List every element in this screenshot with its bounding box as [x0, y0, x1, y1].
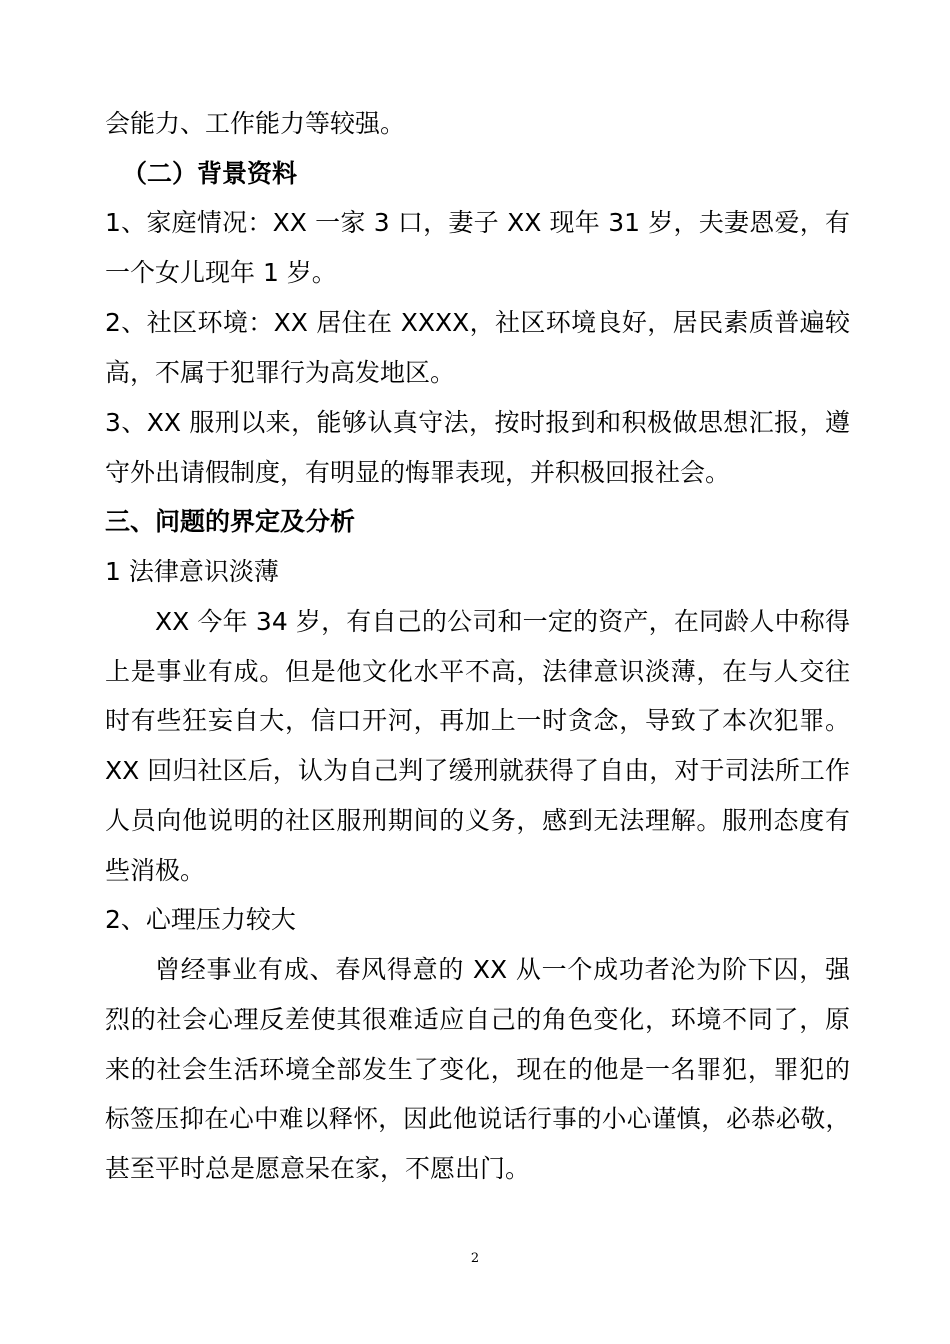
subsection-heading: 1 法律意识淡薄 — [105, 557, 279, 586]
text-line: 时有些狂妄自大，信口开河，再加上一时贪念，导致了本次犯罪。 — [105, 706, 850, 735]
text-line: 3、XX 服刑以来，能够认真守法，按时报到和积极做思想汇报，遵 — [105, 408, 850, 437]
text-line: 标签压抑在心中难以释怀，因此他说话行事的小心谨慎，必恭必敬， — [105, 1104, 850, 1133]
text-line: 会能力、工作能力等较强。 — [105, 109, 406, 138]
text-line: 人员向他说明的社区服刑期间的义务，感到无法理解。服刑态度有 — [105, 806, 850, 835]
text-line: 烈的社会心理反差使其很难适应自己的角色变化，环境不同了，原 — [105, 1005, 850, 1034]
text-line: XX 今年 34 岁，有自己的公司和一定的资产，在同龄人中称得 — [155, 607, 850, 636]
subsection-heading: 2、心理压力较大 — [105, 905, 296, 934]
text-line: 2、社区环境：XX 居住在 XXXX，社区环境良好，居民素质普遍较 — [105, 308, 850, 337]
text-line: 守外出请假制度，有明显的悔罪表现，并积极回报社会。 — [105, 458, 731, 487]
text-line: XX 回归社区后，认为自己判了缓刑就获得了自由，对于司法所工作 — [105, 756, 850, 785]
section-heading: （二）背景资料 — [122, 159, 298, 188]
text-line: 甚至平时总是愿意呆在家，不愿出门。 — [105, 1154, 531, 1183]
text-line: 些消极。 — [105, 856, 206, 885]
text-line: 上是事业有成。但是他文化水平不高，法律意识淡薄，在与人交往 — [105, 657, 850, 686]
page-number: 2 — [470, 1251, 480, 1266]
text-line: 一个女儿现年 1 岁。 — [105, 258, 337, 287]
text-line: 来的社会生活环境全部发生了变化，现在的他是一名罪犯，罪犯的 — [105, 1055, 850, 1084]
text-line: 1、家庭情况：XX 一家 3 口，妻子 XX 现年 31 岁，夫妻恩爱，有 — [105, 208, 850, 237]
text-line: 高，不属于犯罪行为高发地区。 — [105, 358, 456, 387]
section-heading: 三、问题的界定及分析 — [105, 507, 356, 536]
text-line: 曾经事业有成、春风得意的 XX 从一个成功者沦为阶下囚，强 — [155, 955, 850, 984]
